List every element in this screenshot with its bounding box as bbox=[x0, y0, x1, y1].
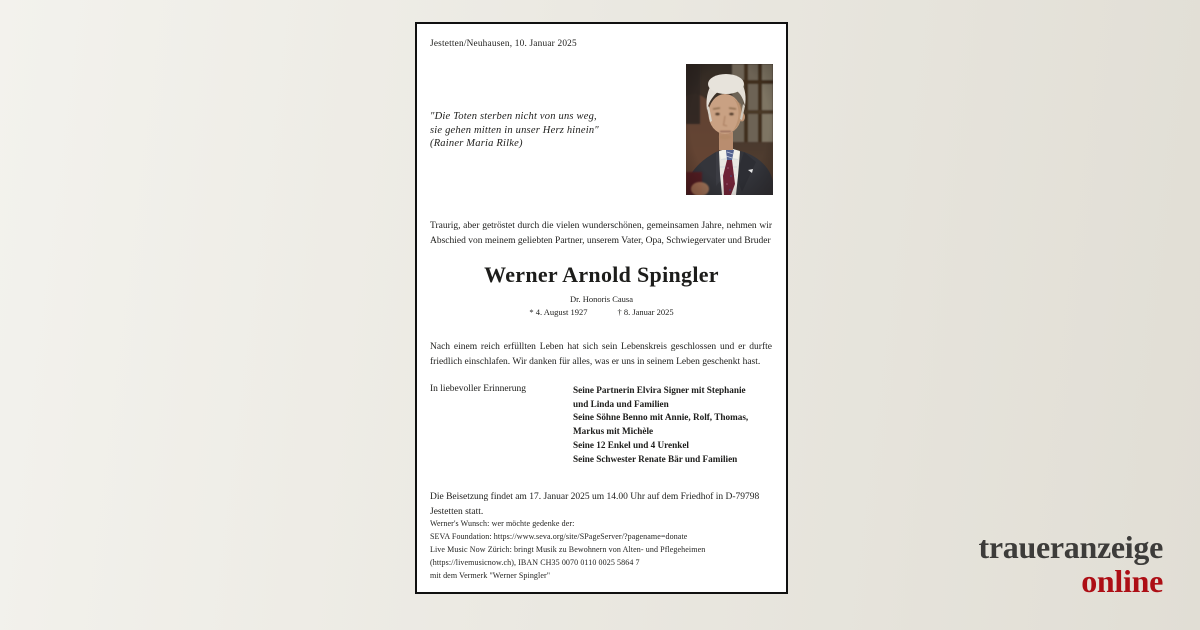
portrait-photo-graphic bbox=[686, 64, 773, 195]
obituary-card bbox=[415, 22, 788, 594]
site-logo-word-online: online bbox=[1081, 563, 1163, 599]
text-line: Seine Söhne Benno mit Annie, Rolf, Thomas, bbox=[573, 412, 749, 423]
text-line: (Rainer Maria Rilke) bbox=[430, 138, 523, 149]
text-line: Markus mit Michèle bbox=[573, 426, 654, 437]
honorific-title: Dr. Honoris Causa bbox=[569, 294, 634, 304]
birth-date: * 4. August 1927 bbox=[529, 307, 588, 317]
funeral-info: Die Beisetzung findet am 17. Januar 2025 um 14.00 Uhr auf dem Friedhof in D-79798 Jestetten statt. bbox=[430, 491, 760, 518]
text-line: Live Music Now Zürich: bringt Musik zu Bewohnern von Alten- und Pflegeheimen bbox=[430, 545, 706, 554]
text-line: sie gehen mitten in unser Herz hinein" bbox=[430, 124, 599, 136]
intro-paragraph: Traurig, aber getröstet durch die vielen wunderschönen, gemeinsamen Jahre, nehmen wir Abschied von meinem geliebten Partner, unserem Vater, Opa, Schwiegervater und Bruder bbox=[430, 220, 772, 247]
family-list bbox=[573, 384, 748, 466]
text-line: "Die Toten sterben nicht von uns weg, bbox=[430, 111, 597, 122]
memory-section bbox=[430, 384, 775, 466]
text-line: (https://livemusicnow.ch), IBAN CH35 0070 0110 0025 5864 7 bbox=[430, 558, 640, 567]
text-line: Werner's Wunsch: wer möchte gedenke der: bbox=[430, 519, 575, 528]
text-line: Seine 12 Enkel und 4 Urenkel bbox=[573, 439, 689, 450]
deceased-name: Werner Arnold Spingler bbox=[484, 262, 719, 287]
text-line: SEVA Foundation: https://www.seva.org/site/SPageServer/?pagename=donate bbox=[430, 532, 688, 541]
death-date: † 8. Januar 2025 bbox=[617, 307, 674, 317]
rilke-quote bbox=[430, 110, 599, 151]
text-line: Seine Partnerin Elvira Signer mit Stephanie bbox=[573, 385, 746, 395]
text-line: mit dem Vermerk "Werner Spingler" bbox=[430, 571, 551, 580]
site-logo-word-traueranzeige: traueranzeige bbox=[978, 529, 1163, 565]
life-dates bbox=[417, 307, 786, 317]
text-line: Seine Schwester Renate Bär und Familien bbox=[573, 453, 738, 464]
memory-label: In liebevoller Erinnerung bbox=[430, 384, 527, 394]
text-line: und Linda und Familien bbox=[573, 398, 669, 409]
donation-wish bbox=[430, 517, 775, 582]
life-paragraph: Nach einem reich erfüllten Leben hat sich sein Lebenskreis geschlossen und er durfte friedlich einschlafen. Wir danken für alles, was er uns in seinem Leben geschenkt hast. bbox=[430, 341, 772, 368]
site-logo bbox=[979, 531, 1163, 597]
dateline: Jestetten/Neuhausen, 10. Januar 2025 bbox=[430, 39, 577, 49]
portrait-photo bbox=[686, 64, 773, 195]
